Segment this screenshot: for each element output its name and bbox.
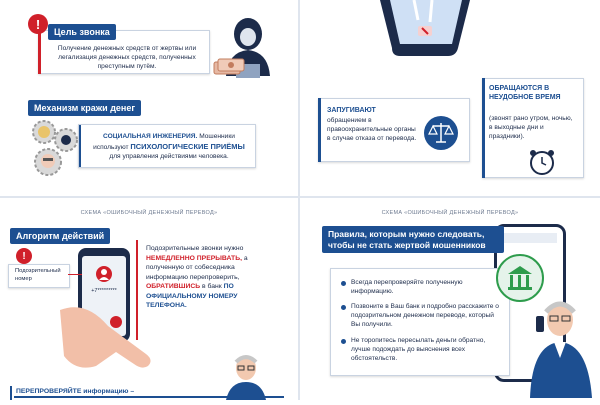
suspicious-number-card xyxy=(8,264,70,288)
gears-icon xyxy=(30,118,82,180)
time-accent-bar xyxy=(482,78,485,178)
caller-number: +7********* xyxy=(91,288,117,294)
phone-status-bar xyxy=(503,233,557,243)
social-engineering-text-1: Мошенники xyxy=(199,133,235,140)
instruction-accent-bar xyxy=(136,240,138,340)
caller-avatar-icon xyxy=(96,266,112,282)
mechanism-card xyxy=(78,124,256,168)
alarm-clock-icon xyxy=(528,148,556,176)
mechanism-text xyxy=(87,133,251,162)
social-engineering-label: СОЦИАЛЬНАЯ ИНЖЕНЕРИЯ. xyxy=(103,133,198,140)
scales-icon xyxy=(424,116,458,150)
psych-techniques: ПСИХОЛОГИЧЕСКИЕ ПРИЁМЫ xyxy=(130,141,245,151)
exclamation-icon: ! xyxy=(28,14,48,34)
intimidate-title: ЗАПУГИВАЮТ xyxy=(327,107,376,114)
social-engineering-text-3: для управления действиями человека. xyxy=(109,152,229,160)
intimidate-text: обращением в правоохранительные органы в случае отказа от перевода. xyxy=(327,117,417,142)
intimidate-accent-bar xyxy=(318,98,321,162)
rule-bullet-1 xyxy=(341,281,346,286)
mechanism-title: Механизм кражи денег xyxy=(28,100,141,116)
recheck-accent-bar xyxy=(10,386,12,400)
elderly-man-icon xyxy=(224,350,270,400)
panel-bottom-right xyxy=(300,198,600,400)
rules-card xyxy=(330,268,510,376)
suspicious-number-label: Подозрительный номер xyxy=(15,268,61,282)
rule-1: Всегда перепроверяйте полученную информацию. xyxy=(351,279,463,295)
rule-bullet-3 xyxy=(341,339,346,344)
panel-top-right xyxy=(300,0,600,196)
panel-top-left xyxy=(0,0,298,196)
time-title: ОБРАЩАЮТСЯ В НЕУДОБНОЕ ВРЕМЯ xyxy=(489,85,561,101)
exclamation-icon-2: ! xyxy=(16,248,32,264)
time-text: (звонят рано утром, ночью, в выходные дни и праздники). xyxy=(489,115,573,140)
scheme-label-left: СХЕМА «ОШИБОЧНЫЙ ДЕНЕЖНЫЙ ПЕРЕВОД» xyxy=(80,210,218,216)
instruction-interrupt: НЕМЕДЛЕННО ПРЕРЫВАТЬ, xyxy=(146,254,242,262)
instruction-part-1: Подозрительные звонки нужно xyxy=(146,245,244,252)
goal-text: Получение денежных средств от жертвы или легализация денежных средств, полученных преступным путём. xyxy=(57,45,197,70)
goal-accent-bar xyxy=(38,30,41,74)
panel-bottom-left xyxy=(0,198,298,400)
money-icon xyxy=(212,56,246,78)
rule-2: Позвоните в Ваш банк и подробно расскажите о подозрительном денежном переводе, который Вы получили. xyxy=(351,303,499,328)
rule-bullet-2 xyxy=(341,305,346,310)
recheck-text: ПЕРЕПРОВЕРЯЙТЕ информацию – xyxy=(16,388,135,395)
instruction-part-4: в банк xyxy=(202,283,222,291)
instruction-part-5: ПО ОФИЦИАЛЬНОМУ НОМЕРУ ТЕЛЕФОНА. xyxy=(146,283,238,310)
goal-title: Цель звонка xyxy=(48,24,116,40)
instruction-text xyxy=(146,244,266,311)
rules-title: Правила, которым нужно следовать, чтобы не стать жертвой мошенников xyxy=(322,226,504,253)
rule-3: Не торопитесь пересылать деньги обратно, лучше подождать до выяснения всех обстоятельств. xyxy=(351,337,486,362)
algorithm-title: Алгоритм действий xyxy=(10,228,110,244)
phone-icon xyxy=(370,0,480,60)
connector-line xyxy=(68,274,82,275)
elderly-man-phone-icon xyxy=(530,294,594,398)
recheck-underline xyxy=(14,396,284,398)
instruction-part-2: а полученную от собеседника информацию перепроверить, xyxy=(146,254,248,281)
social-engineering-text-2: используют xyxy=(93,143,129,151)
scheme-label-right: СХЕМА «ОШИБОЧНЫЙ ДЕНЕЖНЫЙ ПЕРЕВОД» xyxy=(381,210,519,216)
instruction-part-3: ОБРАТИВШИСЬ xyxy=(146,283,201,291)
